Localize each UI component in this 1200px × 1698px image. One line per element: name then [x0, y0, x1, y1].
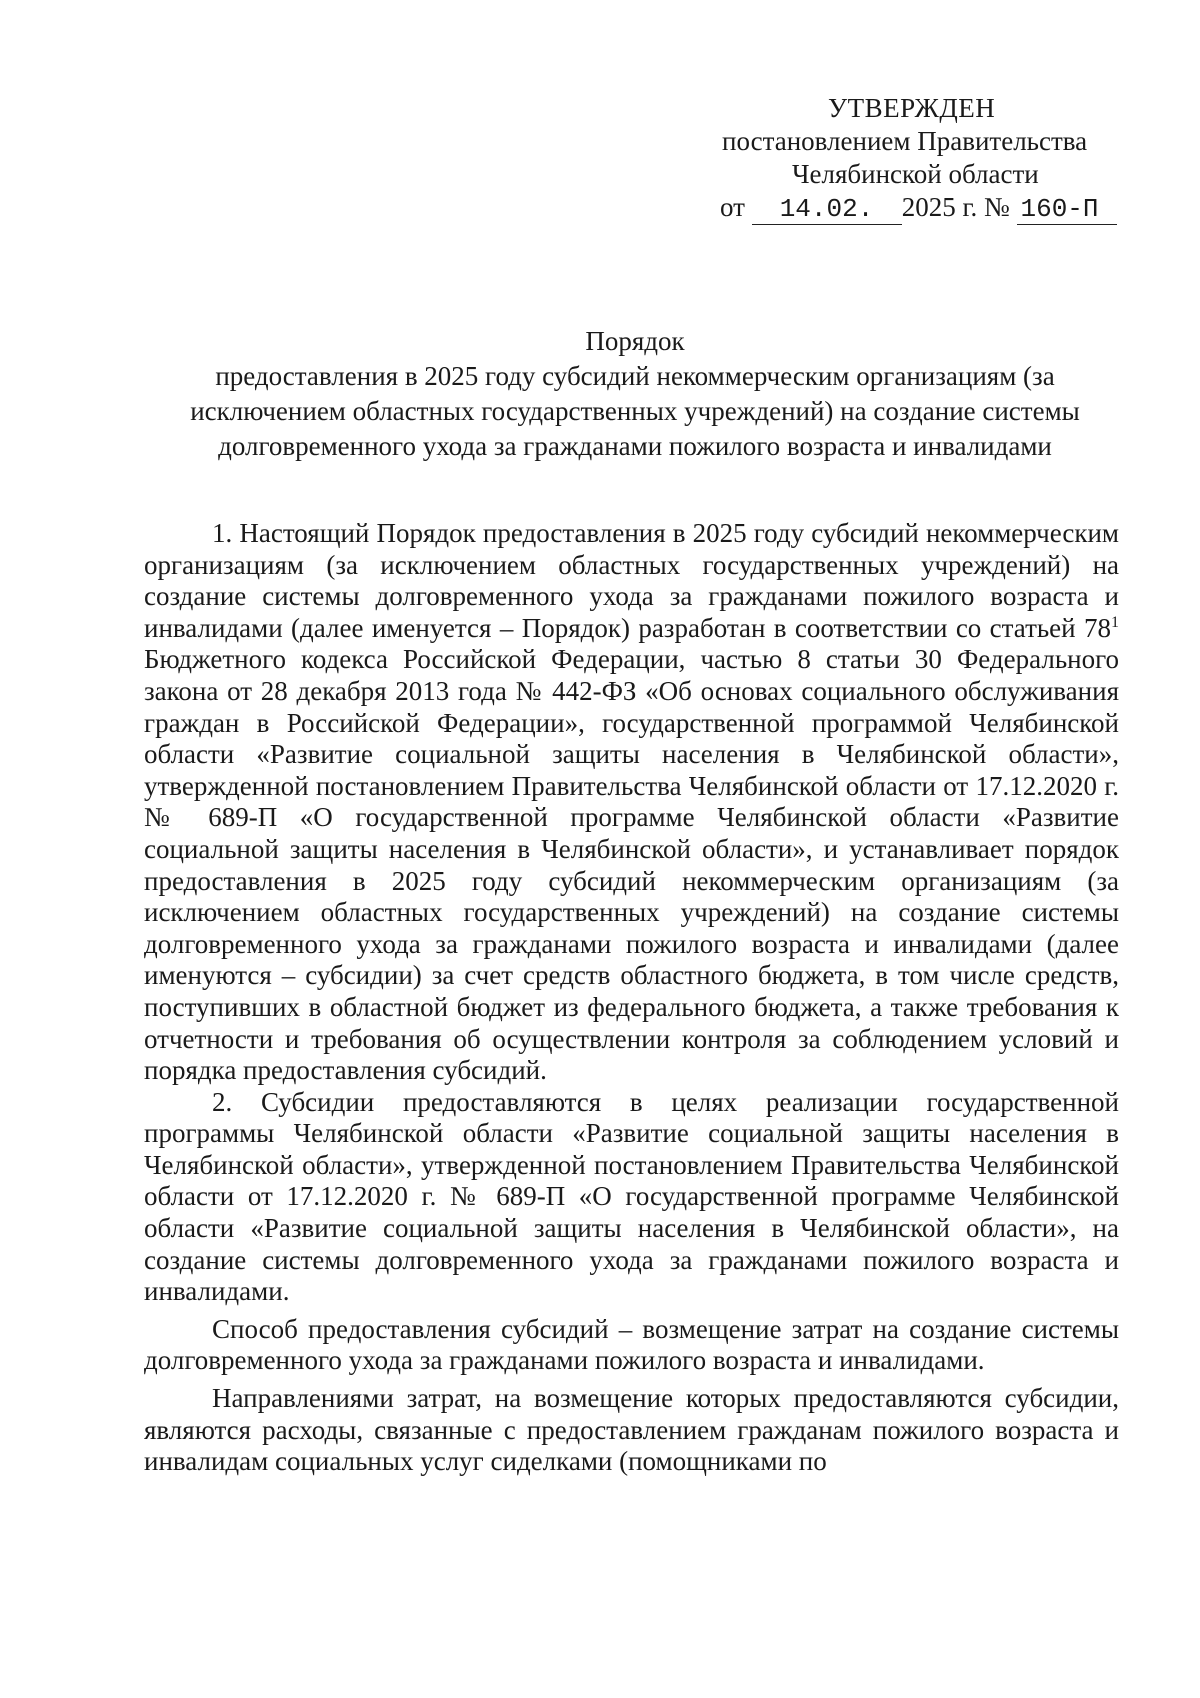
title-line-3: долговременного ухода за гражданами пожилого возраста и инвалидами — [218, 431, 1052, 461]
title-line-2: исключением областных государственных учреждений) на создание системы — [190, 396, 1080, 426]
document-title — [140, 324, 1130, 464]
paragraph-3: Способ предоставления субсидий – возмещение затрат на создание системы долговременного ухода за гражданами пожилого возраста и инвалидами. — [144, 1313, 1119, 1376]
paragraph-1 — [144, 518, 1119, 1087]
approval-heading: УТВЕРЖДЕН — [828, 93, 996, 123]
year-number-label: 2025 г. № — [901, 192, 1010, 222]
approval-issuer-line: постановлением Правительства — [722, 126, 1088, 156]
title-line-1: предоставления в 2025 году субсидий некоммерческим организациям (за — [215, 361, 1055, 391]
approval-date-line — [700, 191, 1120, 225]
article-superscript: 1 — [1111, 613, 1119, 631]
paragraph-2: 2. Субсидии предоставляются в целях реализации государственной программы Челябинской области «Развитие социальной защиты населения в Челябинской области», утвержденной постановлением Правительства Челябинской области от 17.12.2020 г. № 689-П «О государственной программе Челябинской области «Развитие социальной защиты населения в Челябинской области», на создание системы долговременного ухода за гражданами пожилого возраста и инвалидами. — [144, 1086, 1119, 1307]
document-body — [144, 518, 1119, 1478]
approval-stamp — [700, 92, 1120, 225]
date-prefix: от — [720, 192, 745, 222]
paragraph-1-text-b: Бюджетного кодекса Российской Федерации, частью 8 статьи 30 Федерального закона от 28 декабря 2013 года № 442-ФЗ «Об основах социального обслуживания граждан в Российской Федерации», государственной программой Челябинской области «Развитие социальной защиты населения в Челябинской области», утвержденной постановлением Правительства Челябинской области от 17.12.2020 г. № 689-П «О государственной программе Челябинской области «Развитие социальной защиты населения в Челябинской области», и устанавливает порядок предоставления в 2025 году субсидий некоммерческим организациям (за исключением областных государственных учреждений) на создание системы долговременного ухода за гражданами пожилого возраста и инвалидами (далее именуются – субсидии) за счет средств областного бюджета, в том числе средств, поступивших в областной бюджет из федерального бюджета, а также требования к отчетности и требования об осуществлении контроля за соблюдением условий и порядка предоставления субсидий. — [144, 644, 1119, 1086]
title-word: Порядок — [585, 326, 685, 356]
approval-region-line: Челябинской области — [792, 159, 1039, 189]
paragraph-4: Направлениями затрат, на возмещение которых предоставляются субсидии, являются расходы, связанные с предоставлением гражданам пожилого возраста и инвалидам социальных услуг сиделками (помощниками по — [144, 1383, 1119, 1477]
date-field: 14.02. — [752, 194, 902, 225]
decree-number-field: 160-П — [1017, 194, 1117, 225]
paragraph-1-text-a: 1. Настоящий Порядок предоставления в 2025 году субсидий некоммерческим организациям (за исключением областных государственных учреждений) на создание системы долговременного ухода за гражданами пожилого возраста и инвалидами (далее именуется – Порядок) разработан в соответствии со статьей 78 — [144, 518, 1119, 643]
